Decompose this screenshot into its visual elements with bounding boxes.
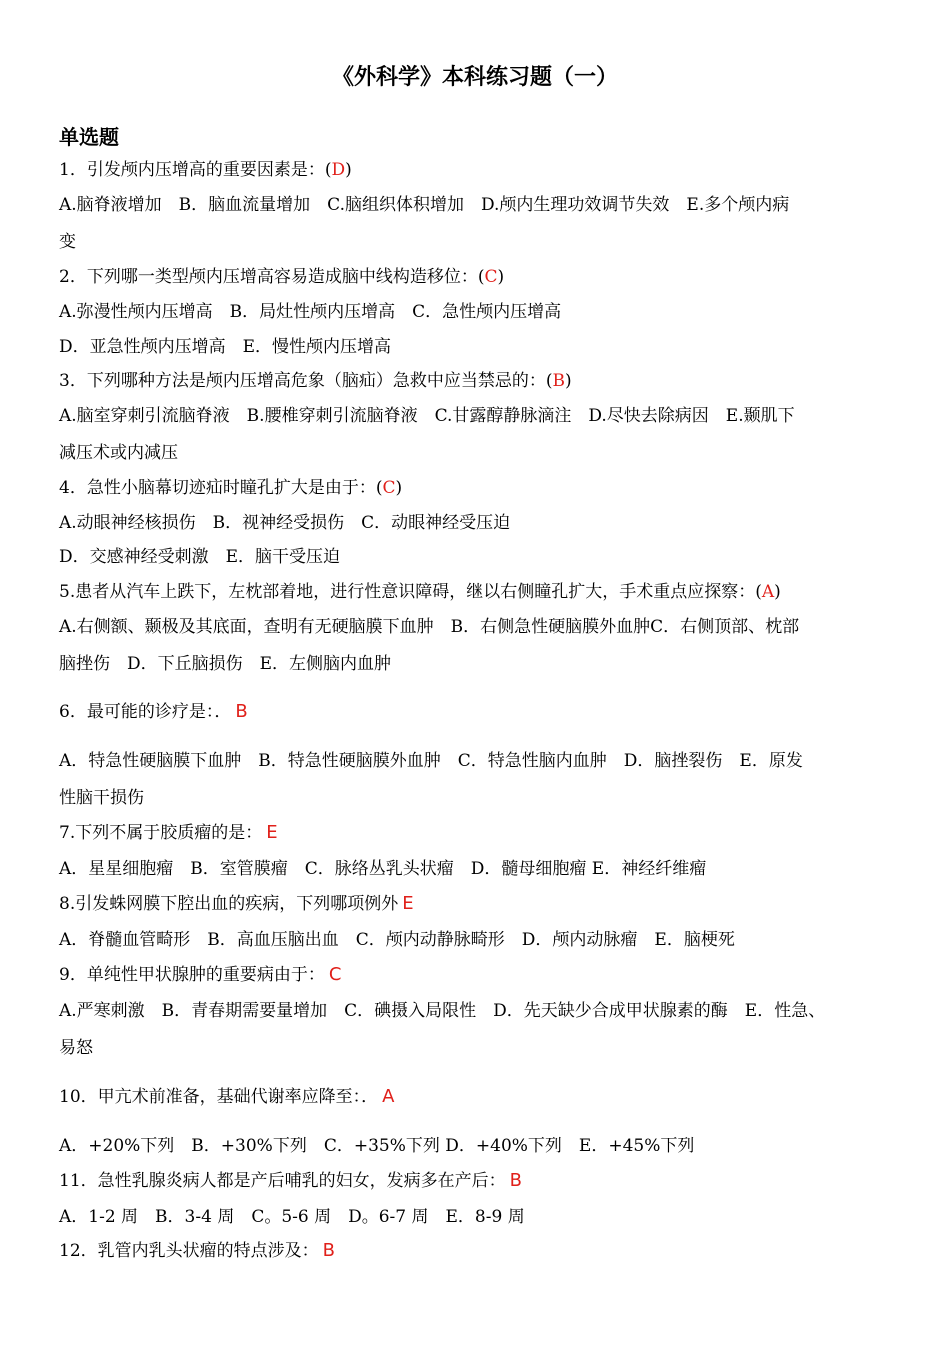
answer-2: C <box>484 267 498 287</box>
section-heading: 单选题 <box>59 125 119 149</box>
question-8-options: A．脊髓血管畸形 B．高血压脑出血 C．颅内动静脉畸形 D．颅内动脉瘤 E．脑梗死 <box>59 930 735 950</box>
question-5-stem: 5.患者从汽车上跌下，左枕部着地，进行性意识障碍，继以右侧瞳孔扩大，手术重点应探察：(A) <box>59 582 781 602</box>
question-4-options-cont: D．交感神经受刺激 E．脑干受压迫 <box>59 547 341 567</box>
question-6-options: A．特急性硬脑膜下血肿 B．特急性硬脑膜外血肿 C．特急性脑内血肿 D．脑挫裂伤 E．原发 <box>59 751 803 771</box>
question-7-options: A．星星细胞瘤 B．室管膜瘤 C．脉络丛乳头状瘤 D．髓母细胞瘤 E．神经纤维瘤 <box>59 859 707 879</box>
answer-5: A <box>761 582 775 602</box>
answer-7: E <box>266 822 278 843</box>
question-6-stem: 6．最可能的诊疗是：． B <box>59 701 248 722</box>
answer-3: B <box>552 371 565 391</box>
page-title: 《外科学》本科练习题（一） <box>331 65 618 90</box>
question-2-options-cont: D．亚急性颅内压增高 E．慢性颅内压增高 <box>59 337 392 357</box>
answer-11: B <box>509 1170 522 1191</box>
question-12-stem: 12．乳管内乳头状瘤的特点涉及： B <box>59 1240 335 1261</box>
question-2-stem: 2．下列哪一类型颅内压增高容易造成脑中线构造移位：(C) <box>59 267 505 287</box>
question-7-stem: 7.下列不属于胶质瘤的是： E <box>59 822 278 843</box>
question-3-stem: 3．下列哪种方法是颅内压增高危象（脑疝）急救中应当禁忌的：(B) <box>59 371 572 391</box>
question-9-options: A.严寒刺激 B．青春期需要量增加 C．碘摄入局限性 D．先天缺少合成甲状腺素的酶 E．性急、 <box>59 1001 826 1021</box>
answer-9: C <box>328 964 342 985</box>
question-3-options-cont: 减压术或内减压 <box>59 443 178 463</box>
question-10-stem: 10．甲亢术前准备，基础代谢率应降至：． A <box>59 1086 395 1107</box>
question-9-options-cont: 易怒 <box>59 1038 93 1058</box>
question-1-stem: 1．引发颅内压增高的重要因素是：(D) <box>59 160 352 180</box>
question-11-stem: 11．急性乳腺炎病人都是产后哺乳的妇女，发病多在产后： B <box>59 1170 522 1191</box>
question-5-options-cont: 脑挫伤 D．下丘脑损伤 E．左侧脑内血肿 <box>59 654 392 674</box>
question-10-options: A．+20%下列 B．+30%下列 C．+35%下列 D．+40%下列 E．+45%下列 <box>59 1136 695 1156</box>
answer-4: C <box>382 478 396 498</box>
question-1-options-cont: 变 <box>59 232 76 252</box>
question-9-stem: 9．单纯性甲状腺肿的重要病由于： C <box>59 964 342 985</box>
question-1-options: A.脑脊液增加 B．脑血流量增加 C.脑组织体积增加 D.颅内生理功效调节失效 E.多个颅内病 <box>59 195 790 215</box>
answer-6: B <box>235 701 248 722</box>
question-8-stem: 8.引发蛛网膜下腔出血的疾病，下列哪项例外 E <box>59 893 414 914</box>
question-6-options-cont: 性脑干损伤 <box>59 788 144 808</box>
question-5-options: A.右侧额、颞极及其底面，查明有无硬脑膜下血肿 B．右侧急性硬脑膜外血肿C．右侧顶部、枕部 <box>59 617 800 637</box>
question-11-options: A．1-2 周 B．3-4 周 C。5-6 周 D。6-7 周 E．8-9 周 <box>59 1207 525 1227</box>
question-4-stem: 4．急性小脑幕切迹疝时瞳孔扩大是由于：(C) <box>59 478 403 498</box>
question-4-options: A.动眼神经核损伤 B．视神经受损伤 C．动眼神经受压迫 <box>59 513 511 533</box>
question-3-options: A.脑室穿刺引流脑脊液 B.腰椎穿刺引流脑脊液 C.甘露醇静脉滴注 D.尽快去除病因 E.颞肌下 <box>59 406 795 426</box>
answer-1: D <box>331 160 346 180</box>
answer-10: A <box>382 1086 395 1107</box>
answer-8: E <box>402 893 414 914</box>
answer-12: B <box>322 1240 335 1261</box>
question-2-options: A.弥漫性颅内压增高 B．局灶性颅内压增高 C．急性颅内压增高 <box>59 302 562 322</box>
